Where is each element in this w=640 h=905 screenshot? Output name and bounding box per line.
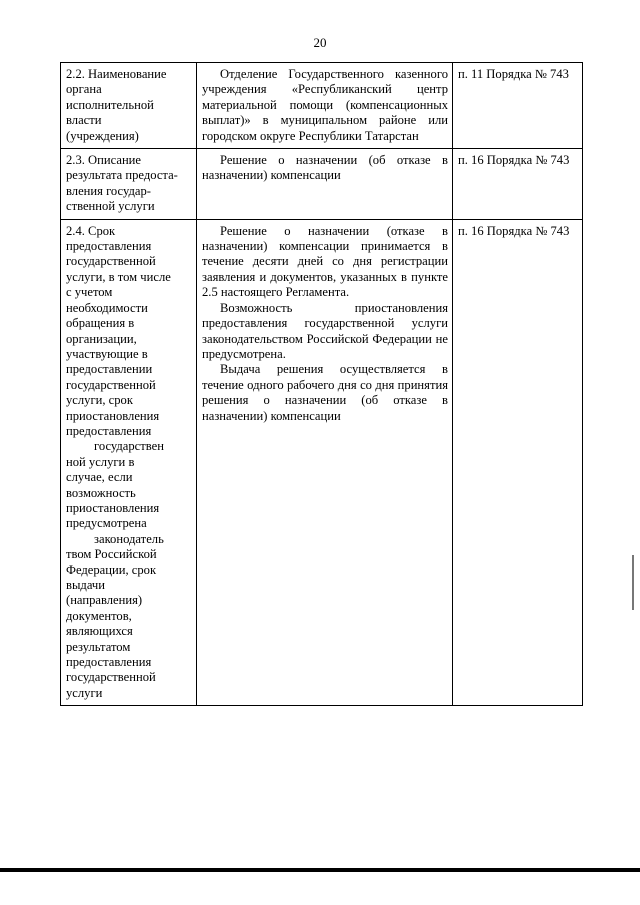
label-line: случае, если — [66, 470, 133, 485]
label-line: предоставлении — [66, 362, 153, 377]
label-line: приостановления — [66, 500, 160, 515]
page-bottom-rule — [0, 868, 640, 872]
label-line: (учреждения) — [66, 128, 139, 143]
table-row-2-3 — [61, 149, 583, 220]
label-line: вления государ- — [66, 183, 151, 198]
label-line: возможность — [66, 485, 136, 500]
label-line: 2.4. Срок — [66, 223, 116, 238]
row-reference-cell: п. 16 Порядка № 743 — [453, 149, 583, 220]
label-line: выдачи — [66, 578, 105, 592]
label-line: услуги, в том числе — [66, 269, 171, 284]
row-content-cell — [197, 63, 453, 149]
label-line: организации, — [66, 331, 137, 346]
label-line: результатом — [66, 639, 131, 654]
row-label-cell — [61, 63, 197, 149]
label-line: услуги, срок — [66, 393, 133, 408]
row-content-cell — [197, 219, 453, 706]
row-label-cell — [61, 219, 197, 706]
row-reference-cell: п. 16 Порядка № 743 — [453, 219, 583, 706]
label-line: государственной — [66, 254, 156, 269]
label-line: Федерации, срок — [66, 562, 157, 577]
label-line: обращения в — [66, 316, 135, 331]
label-line: твом Российской — [66, 547, 157, 562]
label-line: предоставления — [66, 239, 152, 254]
page-number: 20 — [313, 35, 327, 50]
label-line: (направления) — [66, 593, 143, 608]
label-line: являющихся — [66, 624, 133, 639]
row-content-cell — [197, 149, 453, 220]
label-line: результата предоста- — [66, 168, 178, 183]
content-paragraph: Выдача решения осуществляется в течение одного рабочего дня со дня принятия решения о назначении (об отказе в назначении) компенсации — [202, 362, 448, 423]
label-line: документов, — [66, 608, 132, 623]
label-line: 2.3. Описание — [66, 153, 142, 168]
label-line: с учетом — [66, 285, 113, 300]
label-line: предоставления — [66, 655, 152, 670]
label-line: услуги — [66, 685, 103, 700]
label-line: государственной — [66, 377, 156, 392]
label-line: ственной услуги — [66, 199, 155, 214]
content-paragraph: Возможность приостановления предоставления государственной услуги законодательством Российской Федерации не предусмотрена. — [202, 300, 448, 361]
label-line: предусмотрена — [66, 516, 147, 531]
scan-edge-mark — [632, 555, 634, 610]
row-reference-cell: п. 11 Порядка № 743 — [453, 63, 583, 149]
label-line: участвующие в — [66, 346, 148, 361]
label-line: власти — [66, 113, 102, 128]
row-label-cell — [61, 149, 197, 220]
regulation-table — [60, 62, 583, 706]
label-line: государственной — [66, 670, 156, 685]
content-paragraph: Отделение Государственного казенного учреждения «Республиканский центр материальной помощи (компенсационных выплат)» в муниципальном районе или городском округе Республики Татарстан — [202, 67, 448, 143]
label-line: ной услуги в — [66, 454, 135, 469]
label-line: органа — [66, 82, 102, 97]
table-row-2-2 — [61, 63, 583, 149]
content-paragraph: Решение о назначении (об отказе в назначении) компенсации — [202, 153, 448, 183]
content-paragraph: Решение о назначении (отказе в назначении) компенсации принимается в течение десяти дней со дня регистрации заявления и документов, указанных в пункте 2.5 настоящего Регламента. — [202, 223, 448, 300]
label-line: предоставления — [66, 423, 152, 438]
label-line: исполнительной — [66, 97, 154, 112]
label-line: законодатель — [94, 531, 164, 546]
label-line: приостановления — [66, 408, 160, 423]
label-line: 2.2. Наименование — [66, 67, 167, 81]
label-line: государствен — [94, 439, 164, 454]
table-row-2-4 — [61, 219, 583, 706]
label-line: необходимости — [66, 300, 148, 315]
